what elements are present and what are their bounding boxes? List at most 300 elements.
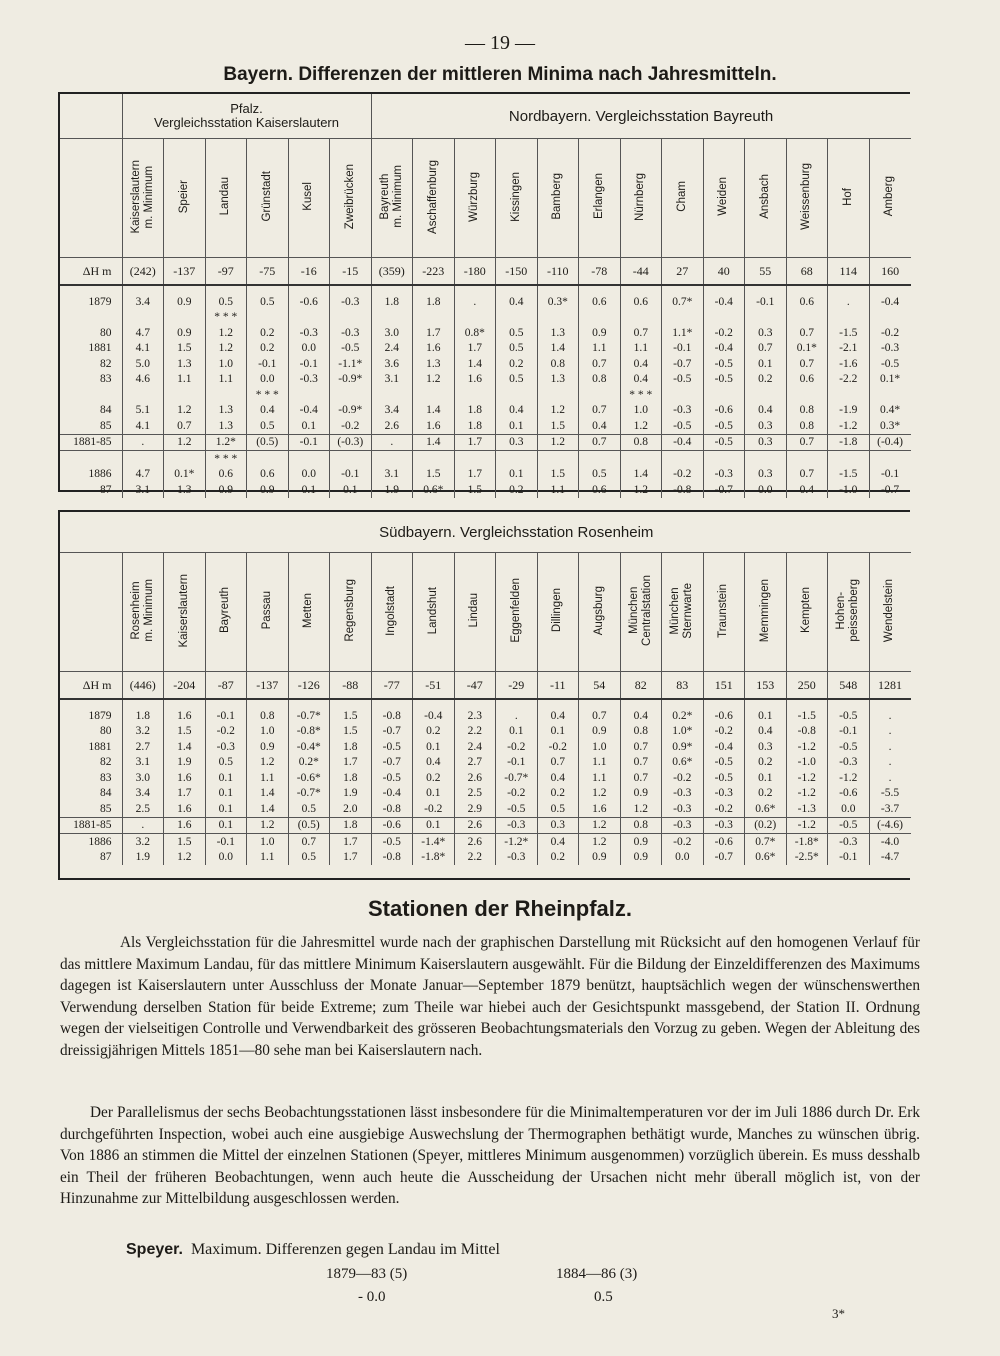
delta-h-value: -223 xyxy=(413,258,455,286)
table-cell: 1.8 xyxy=(371,294,413,310)
table-cell: 1.2 xyxy=(164,850,206,866)
table-cell: -0.5 xyxy=(703,356,745,372)
table-cell: -0.2 xyxy=(703,325,745,341)
table-cell: -0.4 xyxy=(662,434,704,451)
table-cell: 1.7 xyxy=(413,325,455,341)
table-cell: . xyxy=(869,708,911,724)
table-row xyxy=(60,850,911,866)
table-cell: 2.6 xyxy=(454,834,496,850)
delta-h-value: -137 xyxy=(247,672,289,700)
table-cell: 1.8 xyxy=(330,739,372,755)
table-cell: 0.2 xyxy=(745,372,787,388)
column-header-label: Rosenheim m. Minimum xyxy=(129,579,155,642)
table-cell: 0.7 xyxy=(786,356,828,372)
column-header xyxy=(164,139,206,258)
table-cell: 1.3 xyxy=(164,482,206,498)
table-cell: -0.3 xyxy=(288,372,330,388)
table-cell: -0.5 xyxy=(703,770,745,786)
table-cell: 1.6 xyxy=(164,770,206,786)
table-cell: -0.6 xyxy=(828,786,870,802)
table-cell xyxy=(620,310,662,326)
table-cell: -0.2 xyxy=(703,724,745,740)
table-cell: -0.3 xyxy=(703,817,745,834)
delta-h-value: -150 xyxy=(496,258,538,286)
table-cell: 1.1 xyxy=(205,372,247,388)
table-cell xyxy=(454,310,496,326)
table-cell: (0.5) xyxy=(247,434,289,451)
table-cell: -0.5 xyxy=(828,708,870,724)
column-header xyxy=(413,139,455,258)
table-cell: -0.3 xyxy=(703,786,745,802)
table-cell: 0.7 xyxy=(620,739,662,755)
table-cell: -0.2 xyxy=(205,724,247,740)
table-cell: 1.1 xyxy=(164,372,206,388)
table-cell: -0.4 xyxy=(869,294,911,310)
column-header-label: Kaiserslautern m. Minimum xyxy=(129,159,155,234)
table-cell: 1.7 xyxy=(330,834,372,850)
delta-h-value: -77 xyxy=(371,672,413,700)
table-cell xyxy=(330,310,372,326)
speyer-value-2: 0.5 xyxy=(594,1289,613,1305)
table-cell: 1.9 xyxy=(330,786,372,802)
row-year: 85 xyxy=(100,802,112,815)
row-year: 83 xyxy=(100,771,112,784)
table-cell: 0.5 xyxy=(537,801,579,817)
table-cell xyxy=(869,451,911,467)
table-cell: . xyxy=(869,755,911,771)
table-cell xyxy=(869,387,911,403)
table-cell: 1.0 xyxy=(247,834,289,850)
table-cell xyxy=(164,310,206,326)
group-pfalz-line2: Vergleichsstation Kaiserslautern xyxy=(154,115,339,130)
table-cell: 1.7 xyxy=(454,434,496,451)
table-cell: 1.1 xyxy=(620,341,662,357)
row-year: 1879 xyxy=(88,709,112,722)
table-cell: 3.1 xyxy=(122,482,164,498)
table-cell: 1.2 xyxy=(537,434,579,451)
table-cell: -0.6* xyxy=(288,770,330,786)
table-cell: -0.4 xyxy=(703,739,745,755)
table-cell: 0.1 xyxy=(413,739,455,755)
table-cell: -0.5 xyxy=(869,356,911,372)
table-cell xyxy=(371,387,413,403)
table-row xyxy=(60,739,911,755)
table-row xyxy=(60,708,911,724)
table-cell xyxy=(537,451,579,467)
table-cell: 0.9 xyxy=(620,850,662,866)
table-cell: -1.1* xyxy=(330,356,372,372)
table-cell: 4.1 xyxy=(122,341,164,357)
table-cell: -0.5 xyxy=(371,834,413,850)
table-cell: 0.7 xyxy=(537,755,579,771)
table-cell: 3.1 xyxy=(371,467,413,483)
table-cell: 0.7 xyxy=(786,434,828,451)
table-cell: 0.3 xyxy=(537,817,579,834)
table-cell: -0.9* xyxy=(330,403,372,419)
table-cell: -2.5* xyxy=(786,850,828,866)
column-header-label: Amberg xyxy=(883,176,896,217)
column-header xyxy=(620,553,662,672)
column-header xyxy=(786,139,828,258)
table-cell: 2.3 xyxy=(454,708,496,724)
table-cell: -0.1 xyxy=(330,467,372,483)
table-cell: -0.3 xyxy=(330,294,372,310)
table-cell: -1.5 xyxy=(828,325,870,341)
table-row xyxy=(60,724,911,740)
table-cell xyxy=(122,451,164,467)
table-cell: 0.1* xyxy=(869,372,911,388)
table-cell xyxy=(703,310,745,326)
table-cell: 1.7 xyxy=(330,850,372,866)
table-cell xyxy=(579,310,621,326)
table-cell: -0.3 xyxy=(288,325,330,341)
table-cell xyxy=(247,310,289,326)
table-cell xyxy=(205,387,247,403)
table-cell: 1.1 xyxy=(247,770,289,786)
table-cell: 0.4 xyxy=(537,770,579,786)
delta-h-value: 68 xyxy=(786,258,828,286)
table-cell: -0.7 xyxy=(703,850,745,866)
column-header-label: Hof xyxy=(841,187,854,206)
table-cell xyxy=(164,387,206,403)
table-cell: -1.2 xyxy=(786,770,828,786)
column-header-label: Würzburg xyxy=(468,171,481,222)
table-cell xyxy=(662,310,704,326)
column-header xyxy=(496,139,538,258)
table-cell: 0.0 xyxy=(247,372,289,388)
table-row xyxy=(60,356,911,372)
table-cell: 1.5 xyxy=(413,467,455,483)
table-cell xyxy=(828,451,870,467)
delta-h-value: -29 xyxy=(496,672,538,700)
table-cell: 0.6* xyxy=(745,801,787,817)
table-cell: 0.6* xyxy=(662,755,704,771)
column-header-label: Landau xyxy=(219,177,232,216)
column-header xyxy=(620,139,662,258)
table-cell: 0.7 xyxy=(579,708,621,724)
table-row xyxy=(60,341,911,357)
column-header-label: Bayreuth xyxy=(219,587,232,634)
table-cell: -0.1 xyxy=(662,341,704,357)
table-cell: 1.3 xyxy=(164,356,206,372)
table-cell: 0.7 xyxy=(745,341,787,357)
table-cell xyxy=(703,387,745,403)
table-cell: 0.2 xyxy=(745,755,787,771)
table-cell: 2.0 xyxy=(330,801,372,817)
table-cell: 1.8 xyxy=(122,708,164,724)
column-header xyxy=(496,553,538,672)
row-year: 1881 xyxy=(88,342,112,355)
table-cell: 0.7 xyxy=(579,356,621,372)
table-cell: 0.0 xyxy=(205,850,247,866)
table-cell xyxy=(786,451,828,467)
column-header xyxy=(413,553,455,672)
table-cell: -1.2 xyxy=(786,817,828,834)
table-cell: -0.9* xyxy=(330,372,372,388)
table-cell xyxy=(413,451,455,467)
table-cell xyxy=(454,451,496,467)
table-cell: * * * xyxy=(205,451,247,467)
column-header xyxy=(662,553,704,672)
table-cell: 1.2 xyxy=(620,418,662,434)
table-cell: 0.7 xyxy=(164,418,206,434)
column-header xyxy=(122,139,164,258)
table-cell: * * * xyxy=(247,387,289,403)
row-year: 82 xyxy=(100,357,112,370)
row-year xyxy=(60,310,122,326)
table-cell: -1.2* xyxy=(496,834,538,850)
table-cell: -0.7 xyxy=(662,356,704,372)
table-cell xyxy=(496,451,538,467)
table-cell: -0.8 xyxy=(371,850,413,866)
table-cell: 1.4 xyxy=(164,739,206,755)
table-cell: 0.2 xyxy=(247,341,289,357)
table-cell xyxy=(620,451,662,467)
table-cell: 0.6 xyxy=(786,372,828,388)
table-cell: -0.4* xyxy=(288,739,330,755)
delta-h-value: 82 xyxy=(620,672,662,700)
column-header-label: Erlangen xyxy=(592,173,605,220)
speyer-value-1: - 0.0 xyxy=(358,1289,386,1305)
delta-h-value: -44 xyxy=(620,258,662,286)
table-cell: 1.0 xyxy=(620,403,662,419)
column-header xyxy=(662,139,704,258)
table-cell: 1.3 xyxy=(413,356,455,372)
column-header xyxy=(786,553,828,672)
table-cell: -1.3 xyxy=(786,801,828,817)
table-cell xyxy=(247,451,289,467)
table-row xyxy=(60,755,911,771)
table-cell: -0.7* xyxy=(288,786,330,802)
table-cell: 0.1 xyxy=(745,708,787,724)
table-cell: 1.2* xyxy=(205,434,247,451)
table-cell: 1.0 xyxy=(579,739,621,755)
column-header xyxy=(205,553,247,672)
table-cell: 1.1 xyxy=(579,755,621,771)
table-cell: 0.6* xyxy=(413,482,455,498)
table-cell: 0.2 xyxy=(537,850,579,866)
table-cell: 1.2 xyxy=(537,403,579,419)
table-cell: 5.1 xyxy=(122,403,164,419)
table-cell: 1.0 xyxy=(205,356,247,372)
table-cell: -0.6 xyxy=(703,403,745,419)
column-header xyxy=(745,553,787,672)
delta-h-value: 153 xyxy=(745,672,787,700)
table-cell: -1.8* xyxy=(786,834,828,850)
row-year: 84 xyxy=(100,787,112,800)
table-cell: -0.1 xyxy=(828,724,870,740)
table-cell: 1.2 xyxy=(205,325,247,341)
paragraph-2: Der Parallelismus der sechs Beobachtungsstationen lässt insbesondere für die Minimaltemperaturen vor der im Juli 1886 durch Dr. Erk durchgeführten Inspection, wobei auch eine ausgiebige Auswechslung der Thermographen bethätigt wurde, Manches zu wünschen übrig. Von 1886 an stimmen die Mittel der einzelnen Stationen (Speyer, mittleres Minimum ausgenommen) vorzüglich überein. Es muss desshalb ein Theil der früheren Beobachtungen, wenn auch heute die Ausscheidung der Ursachen nicht mehr überall möglich ist, von der Hinzunahme zur Mittelbildung ausgeschlossen werden. xyxy=(60,1104,920,1208)
table-cell: 0.5 xyxy=(496,325,538,341)
table-cell: * * * xyxy=(620,387,662,403)
column-header-label: Bayreuth m. Minimum xyxy=(378,165,404,228)
table-cell: 0.1 xyxy=(413,786,455,802)
table-cell xyxy=(330,387,372,403)
table-cell: -0.6 xyxy=(703,834,745,850)
delta-h-value: (446) xyxy=(122,672,164,700)
table-cell: 0.3 xyxy=(745,434,787,451)
table-cell: -0.5 xyxy=(330,341,372,357)
table-cell: -1.8 xyxy=(828,434,870,451)
table-cell: 0.7 xyxy=(786,325,828,341)
table-cell xyxy=(745,451,787,467)
column-header-label: Eggenfelden xyxy=(509,578,522,643)
table-cell xyxy=(371,451,413,467)
table-cell: 1.2 xyxy=(247,817,289,834)
table-cell: -0.8 xyxy=(786,724,828,740)
table-cell: 1.5 xyxy=(164,341,206,357)
table-cell: 0.6 xyxy=(579,482,621,498)
table-cell: -0.4 xyxy=(703,341,745,357)
table-cell: 0.7 xyxy=(620,770,662,786)
table-cell: 0.7 xyxy=(786,467,828,483)
delta-h-value: -137 xyxy=(164,258,206,286)
table-cell: 2.9 xyxy=(454,801,496,817)
table-cell: -0.3 xyxy=(828,834,870,850)
table-cell: . xyxy=(496,708,538,724)
table-cell xyxy=(869,310,911,326)
table-cell: -0.2 xyxy=(496,786,538,802)
table-cell: -2.2 xyxy=(828,372,870,388)
page-title: Bayern. Differenzen der mittleren Minima nach Jahresmitteln. xyxy=(223,64,777,85)
table-cell: 3.4 xyxy=(122,786,164,802)
column-header-label: Ansbach xyxy=(758,174,771,219)
table-cell: -0.7 xyxy=(869,482,911,498)
table-row xyxy=(60,786,911,802)
row-year xyxy=(60,451,122,467)
table-cell: 3.1 xyxy=(371,372,413,388)
column-header-label: Aschaffenburg xyxy=(426,159,439,234)
table-cell xyxy=(496,387,538,403)
row-year: 87 xyxy=(100,851,112,864)
table-cell: 1.9 xyxy=(164,755,206,771)
table-cell: 0.4 xyxy=(620,356,662,372)
table-cell: 2.4 xyxy=(454,739,496,755)
table-cell: 1.0 xyxy=(247,724,289,740)
table-cell: -0.4 xyxy=(703,294,745,310)
row-year xyxy=(60,387,122,403)
column-header-label: München Centralstation xyxy=(627,575,653,646)
group-suedbayern: Südbayern. Vergleichsstation Rosenheim xyxy=(379,523,654,541)
table-cell: 1.6 xyxy=(164,817,206,834)
table-cell: 0.4 xyxy=(579,418,621,434)
table-cell xyxy=(828,387,870,403)
table-cell xyxy=(703,451,745,467)
table-cell: . xyxy=(371,434,413,451)
table-cell: -0.1 xyxy=(205,834,247,850)
table-cell xyxy=(579,387,621,403)
table-cell: 0.7 xyxy=(579,403,621,419)
table-cell: . xyxy=(869,770,911,786)
table-cell: 0.4 xyxy=(786,482,828,498)
column-header xyxy=(330,553,372,672)
table-cell: 0.1* xyxy=(164,467,206,483)
table-cell xyxy=(288,451,330,467)
table-cell: 1.3 xyxy=(537,325,579,341)
table-cell: 0.9 xyxy=(247,482,289,498)
table-cell xyxy=(786,310,828,326)
table-cell: -0.3 xyxy=(496,850,538,866)
table-cell: -0.7 xyxy=(703,482,745,498)
table-cell: 2.2 xyxy=(454,724,496,740)
table-cell: 1.2 xyxy=(620,801,662,817)
delta-h-value: 250 xyxy=(786,672,828,700)
table-row xyxy=(60,834,911,850)
table-cell: -4.7 xyxy=(869,850,911,866)
table-cell: -2.1 xyxy=(828,341,870,357)
row-year: 1886 xyxy=(88,835,112,848)
table-cell: 1.6 xyxy=(413,418,455,434)
table-cell: 0.8* xyxy=(454,325,496,341)
table-cell xyxy=(745,387,787,403)
table-cell: 1.5 xyxy=(164,834,206,850)
table-cell: 0.5 xyxy=(205,755,247,771)
table-cell: 4.7 xyxy=(122,325,164,341)
column-header xyxy=(537,553,579,672)
table-cell: 1.3 xyxy=(537,372,579,388)
table-cell: -0.4 xyxy=(371,786,413,802)
column-header-label: Traunstein xyxy=(717,583,730,638)
column-header-label: Zweibrücken xyxy=(343,163,356,230)
table-cell: 1.4 xyxy=(247,786,289,802)
table-row xyxy=(60,434,911,451)
table-cell: -5.5 xyxy=(869,786,911,802)
delta-h-value: -16 xyxy=(288,258,330,286)
table-cell: 1.6 xyxy=(164,708,206,724)
column-header xyxy=(371,553,413,672)
table-cell: 0.0 xyxy=(288,467,330,483)
table-cell: -0.3 xyxy=(496,817,538,834)
table-cell: (-0.3) xyxy=(330,434,372,451)
row-year: 80 xyxy=(100,725,112,738)
table-cell: -1.2 xyxy=(786,739,828,755)
table-cell: -0.7* xyxy=(288,708,330,724)
table-cell: 0.2 xyxy=(745,786,787,802)
table-cell: 0.8 xyxy=(620,817,662,834)
table-cell: 0.1 xyxy=(496,418,538,434)
delta-h-value: 40 xyxy=(703,258,745,286)
table-cell: 0.6 xyxy=(247,467,289,483)
table-cell: 0.0 xyxy=(288,341,330,357)
table-cell: 1.1* xyxy=(662,325,704,341)
delta-h-value: -126 xyxy=(288,672,330,700)
table-cell: 1.8 xyxy=(330,770,372,786)
table-row xyxy=(60,467,911,483)
table-cell: 1.6 xyxy=(413,341,455,357)
table-cell: -0.8 xyxy=(662,482,704,498)
row-year: 87 xyxy=(100,483,112,496)
column-header-label: Memmingen xyxy=(758,578,771,643)
row-year: 1881-85 xyxy=(60,817,122,834)
table-cell: 1.9 xyxy=(371,482,413,498)
table-cell: 2.6 xyxy=(454,817,496,834)
table-cell: 0.4 xyxy=(537,708,579,724)
column-header-label: Speier xyxy=(177,179,190,214)
group-pfalz-line1: Pfalz. xyxy=(230,101,263,116)
table-cell: -0.4 xyxy=(413,708,455,724)
column-header-label: Kusel xyxy=(302,182,315,211)
table-cell: 0.7 xyxy=(620,755,662,771)
delta-h-value: -75 xyxy=(247,258,289,286)
table-cell: 1.7 xyxy=(330,755,372,771)
table-cell: 3.0 xyxy=(371,325,413,341)
table-cell: 0.6 xyxy=(786,294,828,310)
table-cell: 1.9 xyxy=(122,850,164,866)
table-cell: -0.1 xyxy=(288,356,330,372)
table-cell: . xyxy=(454,294,496,310)
table-cell: -0.3 xyxy=(828,755,870,771)
